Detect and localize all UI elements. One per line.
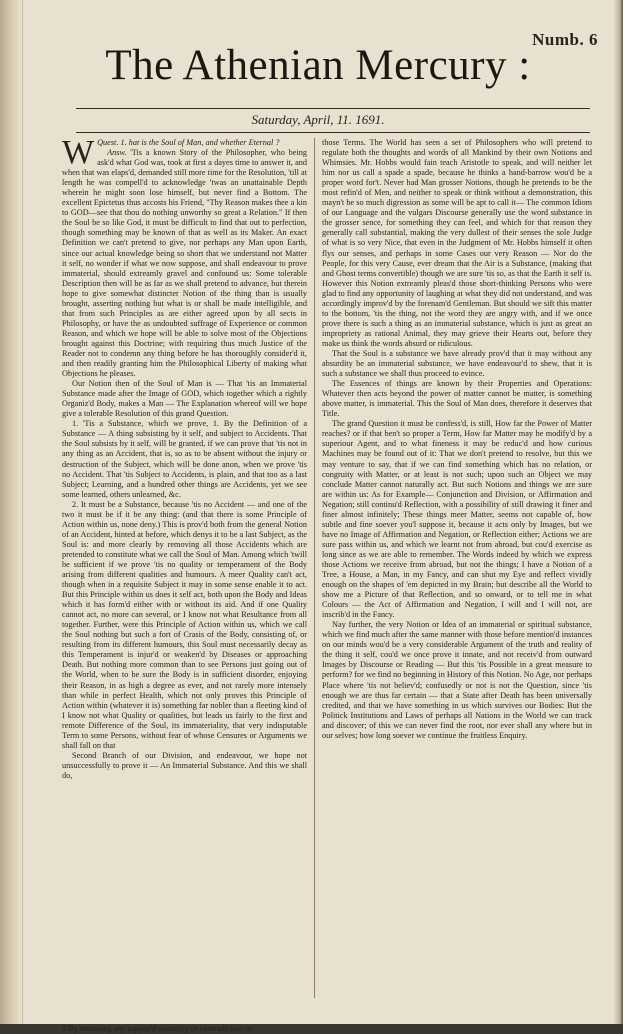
right-column bbox=[322, 138, 592, 741]
issue-number: Numb. 6 bbox=[532, 30, 598, 49]
left-column bbox=[62, 134, 308, 781]
column-divider bbox=[314, 138, 315, 998]
book-spine bbox=[0, 0, 23, 1024]
question-text: hat is the Soul of Man, and whether Eternal ? bbox=[128, 138, 280, 147]
paragraph: Our Notion then of the Soul of Man is — That 'tis an Immaterial Substance made after the Image of GOD, which together which a rightly Organiz'd Body, makes a Man — The Explanation whereof will we hope give a tolerable Resolution of this grand Question. bbox=[62, 379, 307, 419]
answer-label: Answ. bbox=[107, 148, 127, 158]
paragraph: those Terms. The World has seen a set of Philosophers who will pretend to regulate both the thoughts and words of all Mankind by their own Notions and Whimsies. Mr. Hobbs would fain teach Aristotle to speak, and will neither let him nor us call a spade a spade, because he thinks a hand-barrow wou'd be a proper word for't. Never had Man grosser Notions, though he pretends to be the most refin'd of Men, and neither to speak or think without a demonstration, this mayn't be so much digression as some will be apt to call it— The common Idiom of our Language and the vulgars Discourse generally use the word substance in the grosser sence, for something they can feel, and which for that reason they generally call substantial, making the very dullest of their senses the sole Judge of what is so very Nice, that even in the Judgment of Mr. Hobbs himself it often flys our senses, and perhaps in some Cases our very Reason — Nor do the People, for this very Cause, ever dream that the Air is a Substance, (making that and Ghost terms convertible) though we are sure 'tis so, as that the Earth it self is. However this Notion extreamly pleas'd those short-thinking Persons who were glad to find any opportunity of laughing at what they did not understand, and was accordingly improv'd by the forenam'd Gentleman. But should we sift this matter to the bottom, 'tis the thing, not the word they are angry with, and if we once prove there is such a thing as an immaterial substance, which is just as great an impropriety as rational Animal, they may grieve their Hearts out, before they make us think the words absurd or ridiculous. bbox=[322, 138, 592, 348]
paragraph: The Essences of things are known by their Properties and Operations: Whatever then acts beyond the power of matter cannot be matter, is something above matter, is immaterial. This the Soul of Man does, therefore it deserves that Title. bbox=[322, 379, 592, 419]
catchword-line: 1 By removing any suppos'd absurdity or contradiction in bbox=[62, 1024, 252, 1033]
paragraph: Nay further, the very Notion or Idea of an immaterial or spiritual substance, which we find much after the same manner with those before mention'd instances on our minds wou'd be a very considerable Argument of the truth and reality of the thing it self, cou'd we once prove it innate, and not receiv'd from outward Images by Discourse or Reading — But this 'tis Possible in a great measure to perform? for we find no beginning in History of this Notion. No Age, nor perhaps Place where 'tis not believ'd; confusedly or not is not the Question, since 'tis enough we are thus far certain — that a State after Death has been universally credited, and that we have something in us which survives our Bodies: But the Politick Institutions and Laws of perhaps all Nations in the World we can track and discover; of this we can never find the root, nor ever shall any where but in our selves; how long soever we continue the fruitless Enquiry. bbox=[322, 620, 592, 740]
dateline: Saturday, April, 11. 1691. bbox=[251, 112, 385, 127]
paragraph: That the Soul is a substance we have already prov'd that it may without any absurdity be an immaterial substance, we have endeavour'd to shew, that it is such a substance we shall thus proceed to evince. bbox=[322, 348, 592, 379]
paragraph: Second Branch of our Division, and endeavour, we hope not unsuccessfully to prove it — An Immaterial Substance. And this we shall do, bbox=[62, 750, 307, 780]
answer-paragraph bbox=[62, 148, 307, 379]
paragraph: 2. It must be a Substance, because 'tis no Accident — and one of the two it must be if it be any thing: (and that there is some Principle of Action within us, none deny.) This is prov'd both from the general Notion of an Accident, hinted at before, which denys it to be a last Subject, as the Soul is: and more clearly by removing all those Accidents which are pretended to constitute what we call the Soul of Man. Among which 'twill be sufficient if we prove 'tis no quality or temperament of the Body arising from different qualities and humours. A meer Quality can't act, though when in a requisite Subject it may in some sense enable it to act. But this Principle within us does it self act, both upon the Body and Ideas which it has form'd either with or without its aid. And if one Quality cannot act, no more can several, or I know not what Resultance from all together. Further, were this Principle of Action within us, which we call the Soul nothing but such a fort of Crasis of the Body, consisting of, or resulting from its different humours, this Soul must necessarily decay as this Temperament is injur'd or weaken'd by Diseases or approaching Death. But nothing more common than to see Persons just going out of the World, when to be sure the Body is in sufficient disorder, enjoying their Reason, in as high a degree as ever, and not rarely more intensely than while in perfect Health, which not only proves this Principle of Action within (whatever it is) something far nobler than a fleeting kind of I know not what Quality or qualities, but leads us fairly to the first and remote Difference of the Soul, its immateriality, that very indisputable Term to some Persons, without fear of whose Censures or Arguments we shall fall on that bbox=[62, 499, 307, 750]
page-edge bbox=[613, 0, 623, 1024]
masthead-title: The Athenian Mercury : bbox=[105, 42, 531, 89]
paragraph-text: 'Tis a known Story of the Philosopher, who being ask'd what God was, took at first a dayes time to answer it, and when that was elaps'd, demanded still more time for the Resolution, 'till at length he was compell'd to acknowledge 'twas an unattainable Depth wherein he might soon lose himself, but never find a Bottom. The excellent Epictetus thus accosts his Friend, "Thy Reason makes thee a kin to GOD—see that thou do nothing unworthy so great a Relation." If then the Soul be so like God, it must be difficult to find that out to perfection, though something may be known of that as well as its Maker. An exact Definition we can't pretend to give, nor perhaps any Man upon Earth, since our actual knowledge being so short that we understand not Matter it self, no wonder if what we now suppose, and shall endeavour to prove immaterial, should extreamly gravel and confound us: Some tolerable Description then will be as far as we shall pretend to advance, but therein hope to give somewhat distincter Notion of the thing than is usually brought, asserting nothing but what is or shall be made intelligible, and that from such Principles as are either agreed upon by all sects in Philosophy, or have the as undoubted suffrage of Experience or common Reason, and which we hope will be able to solve most of the Objections brought against this Doctrine; with requiring thus much Justice of the Reader not to condemn any thing before he has thoroughly consider'd it, and then readily granting him the Philosophical Liberty of making what Objections he pleases. bbox=[62, 148, 308, 379]
paragraph: The grand Question it must be confess'd, is still, How far the Power of Matter reaches? or if that ben't so proper a Term, How far Matter may be modify'd by a superiour Agent, and to what fineness it may be reduc'd and how curious Machines may be found out of it: That we don't pretend to resolve, but this we may venture to say, that if we can find something which has no relation, or congruity with Matter, or at least is not such; upon such an Object we may conclude Matter cannot naturally act. But such Notions and things we are sure are within us: As for Example— Conjunction and Division, or Affirmation and Negation; still continu'd Reflection, with a possibility of still drawing it finer and finer almost infinitely; These things meer Matter, seems not capable of, how subtle and fine soever you'l suppose it, because it acts only by Images, but we have no Image of Affirmation and Negation, or Reflection either; Actions we are sure pass within us, and which we learnt not from abroad, but cou'd exercise as long since as we are able to remember. The Words indeed by which we express those Actions we receive from abroad, but not the things; I have a Notion of a Tree, a House, a Man, in my Fancy, and can shut my Eye and reflect vividly enough on the shapes of 'em depicted in my Brain; but describe all the World to show me a Picture of that Reflection, and so onward, or to tell me in what Colours — the Act of Affirmation and Negation, I will and I will not, are inscrib'd in the Fancy. bbox=[322, 419, 592, 620]
top-rule bbox=[76, 108, 590, 109]
bottom-rule bbox=[76, 132, 590, 133]
drop-cap: W bbox=[62, 134, 95, 171]
newspaper-page bbox=[26, 18, 610, 1033]
question-label: Quest. 1. bbox=[97, 138, 127, 147]
paragraph: 1. 'Tis a Substance, which we prove, 1. By the Definition of a Substance — A thing subsisting by it self, and subject to Accidents. That the Soul subsists by it self, will be granted, if we can prove that 'tis not in any thing as an Accident, that is, so as to be absent without the injury or destruction of the Subject, which will be done anon, when we prove 'tis no Accident. That 'tis Subject to Accidents, is plain, and that too as a last Subject; Learning, and a hundred other things are Accidents, yet we see some learned, others unlearned, &c. bbox=[62, 419, 307, 499]
